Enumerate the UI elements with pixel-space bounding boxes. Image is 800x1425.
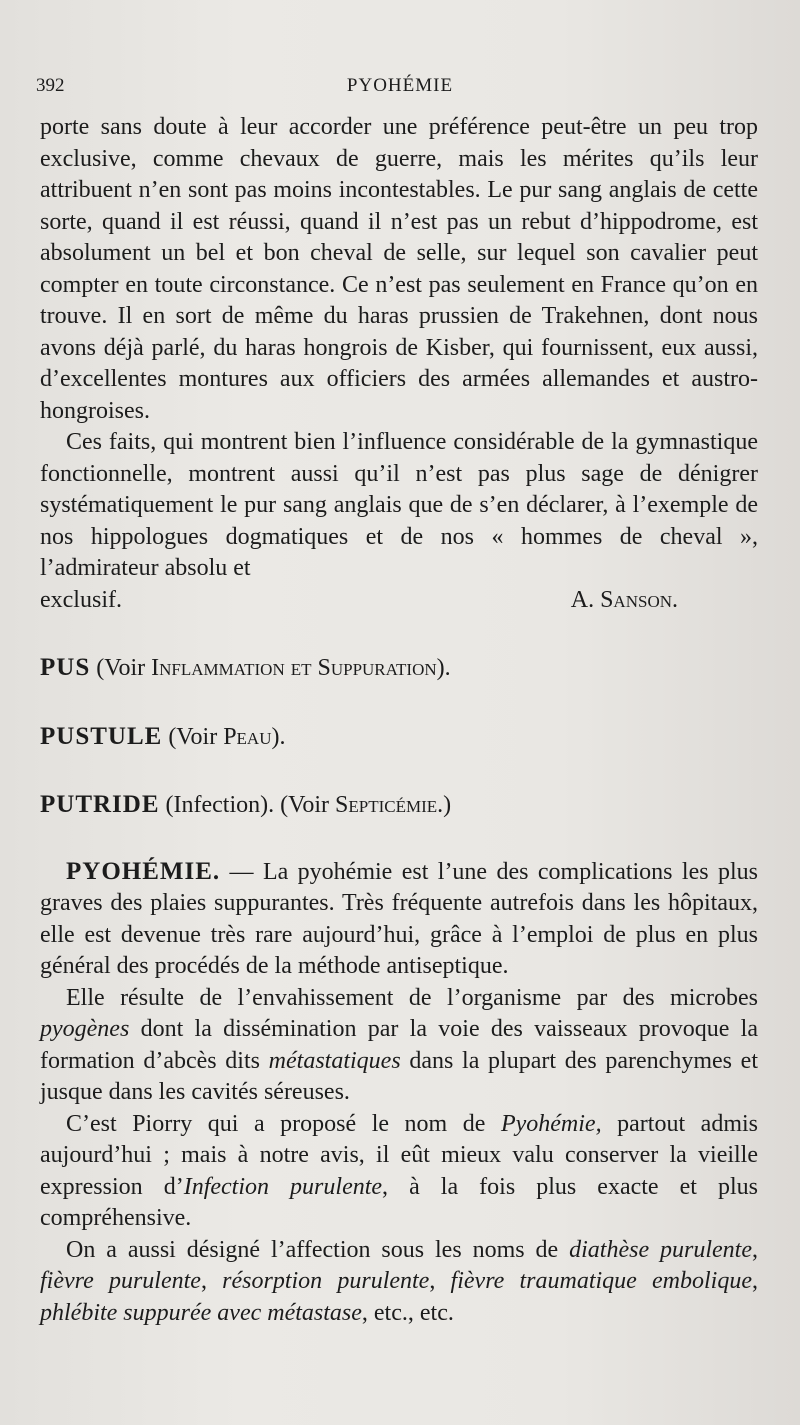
- text: dans la plupart des parenchymes et jusque dans les cavités séreuses.: [40, 1047, 759, 1105]
- text: ,: [200, 1268, 223, 1294]
- text: partout admis aujourd’hui ; mais à notre avis, il eût mieux valu conserver la vieille expression d’: [40, 1110, 758, 1200]
- entry-pustule: [40, 721, 758, 754]
- entry-text: ).: [436, 655, 451, 681]
- italic-term: phlébite suppurée avec métastase: [40, 1299, 362, 1326]
- italic-term: fièvre purulente: [40, 1268, 201, 1294]
- paragraph-gymnastique: Ces faits, qui montrent bien l’influence considérable de la gymnastique fonctionnelle, montrent aussi qu’il n’est pas plus sage de dénigrer systématiquement le pur sang anglais que de s’en déclarer, à l’exemple de nos hippologues dogmatiques et de nos « hommes de cheval », l’admirateur absolu et: [40, 429, 758, 581]
- text: ,: [752, 1268, 758, 1294]
- page-number: 392: [36, 75, 65, 96]
- paragraph-piorry: [40, 1109, 758, 1235]
- text: Elle résulte de l’envahissement de l’organisme par des microbes: [66, 984, 758, 1011]
- paragraph-continuation: porte sans doute à leur accorder une préférence peut-être un peu trop exclusive, comme chevaux de guerre, mais les mérites qu’ils leur attribuent n’en sont pas moins incontestables. Le pur sang anglais de cette sorte, quand il est réussi, quand il n’est pas un rebut d’hippodrome, est absolument un bel et bon cheval de selle, sur lequel son cavalier peut compter en toute circonstance. Ce n’est pas seulement en France qu’on en trouve. Il en sort de même du haras prussien de Trakehnen, dont nous avons déjà parlé, du haras hongrois de Kisber, qui fournissent, eux aussi, d’excellentes montures aux officiers des armées allemandes et austro-hongroises.: [40, 114, 758, 424]
- paragraph-microbes: [40, 983, 758, 1109]
- entry-headword: PUSTULE: [40, 722, 163, 750]
- italic-term: pyogènes: [40, 1016, 130, 1042]
- cross-reference: Peau: [223, 723, 272, 750]
- italic-term: Infection purulente: [183, 1173, 383, 1200]
- page-body: [40, 112, 758, 1329]
- text: , à la fois plus exacte et plus compréhensive.: [40, 1173, 759, 1231]
- text: C’est Piorry qui a proposé le nom de: [66, 1110, 501, 1137]
- text: dont la dissémination par la voie des vaisseaux provoque la formation d’abcès dits: [40, 1016, 758, 1074]
- entry-text: (Voir: [168, 723, 224, 750]
- text: , etc., etc.: [361, 1299, 454, 1326]
- signature-line: [40, 585, 758, 617]
- entry-headword: PYOHÉMIE.: [66, 857, 221, 885]
- entry-pyohemie: [40, 856, 758, 983]
- paragraph-synonymes: [40, 1235, 758, 1330]
- entry-text: (Infection). (Voir: [165, 792, 336, 818]
- italic-term: métastatiques: [268, 1047, 401, 1074]
- last-word: exclusif.: [40, 586, 122, 613]
- text: On a aussi désigné l’affection sous les noms de: [66, 1236, 570, 1263]
- italic-term: fièvre traumatique embolique: [450, 1268, 752, 1294]
- entry-headword: PUTRIDE: [40, 791, 160, 818]
- italic-term: résorption purulente: [222, 1268, 430, 1294]
- text: ,: [429, 1268, 451, 1294]
- running-title: PYOHÉMIE: [346, 75, 454, 96]
- entry-text: ).: [271, 723, 286, 750]
- italic-term: Pyohémie,: [500, 1110, 602, 1137]
- text: ,: [752, 1236, 758, 1263]
- cross-reference: Septicémie.: [335, 792, 444, 818]
- entry-text: ): [443, 792, 452, 818]
- entry-text: — La pyohémie est l’une des complications les plus graves des plaies suppurantes. Très fréquente autrefois dans les hôpitaux, elle est devenue très rare aujourd’hui, grâce à l’emploi de plus en plus général des procédés de la méthode antiseptique.: [40, 858, 758, 979]
- entry-headword: PUS: [40, 654, 91, 681]
- cross-reference: Inflammation et Suppuration: [151, 655, 437, 681]
- entry-putride: [40, 789, 758, 822]
- running-head: [36, 75, 764, 103]
- author-signature: A. Sanson.: [570, 586, 678, 613]
- italic-term: diathèse purulente: [569, 1236, 752, 1263]
- entry-text: (Voir: [96, 655, 152, 681]
- entry-pus: [40, 652, 758, 685]
